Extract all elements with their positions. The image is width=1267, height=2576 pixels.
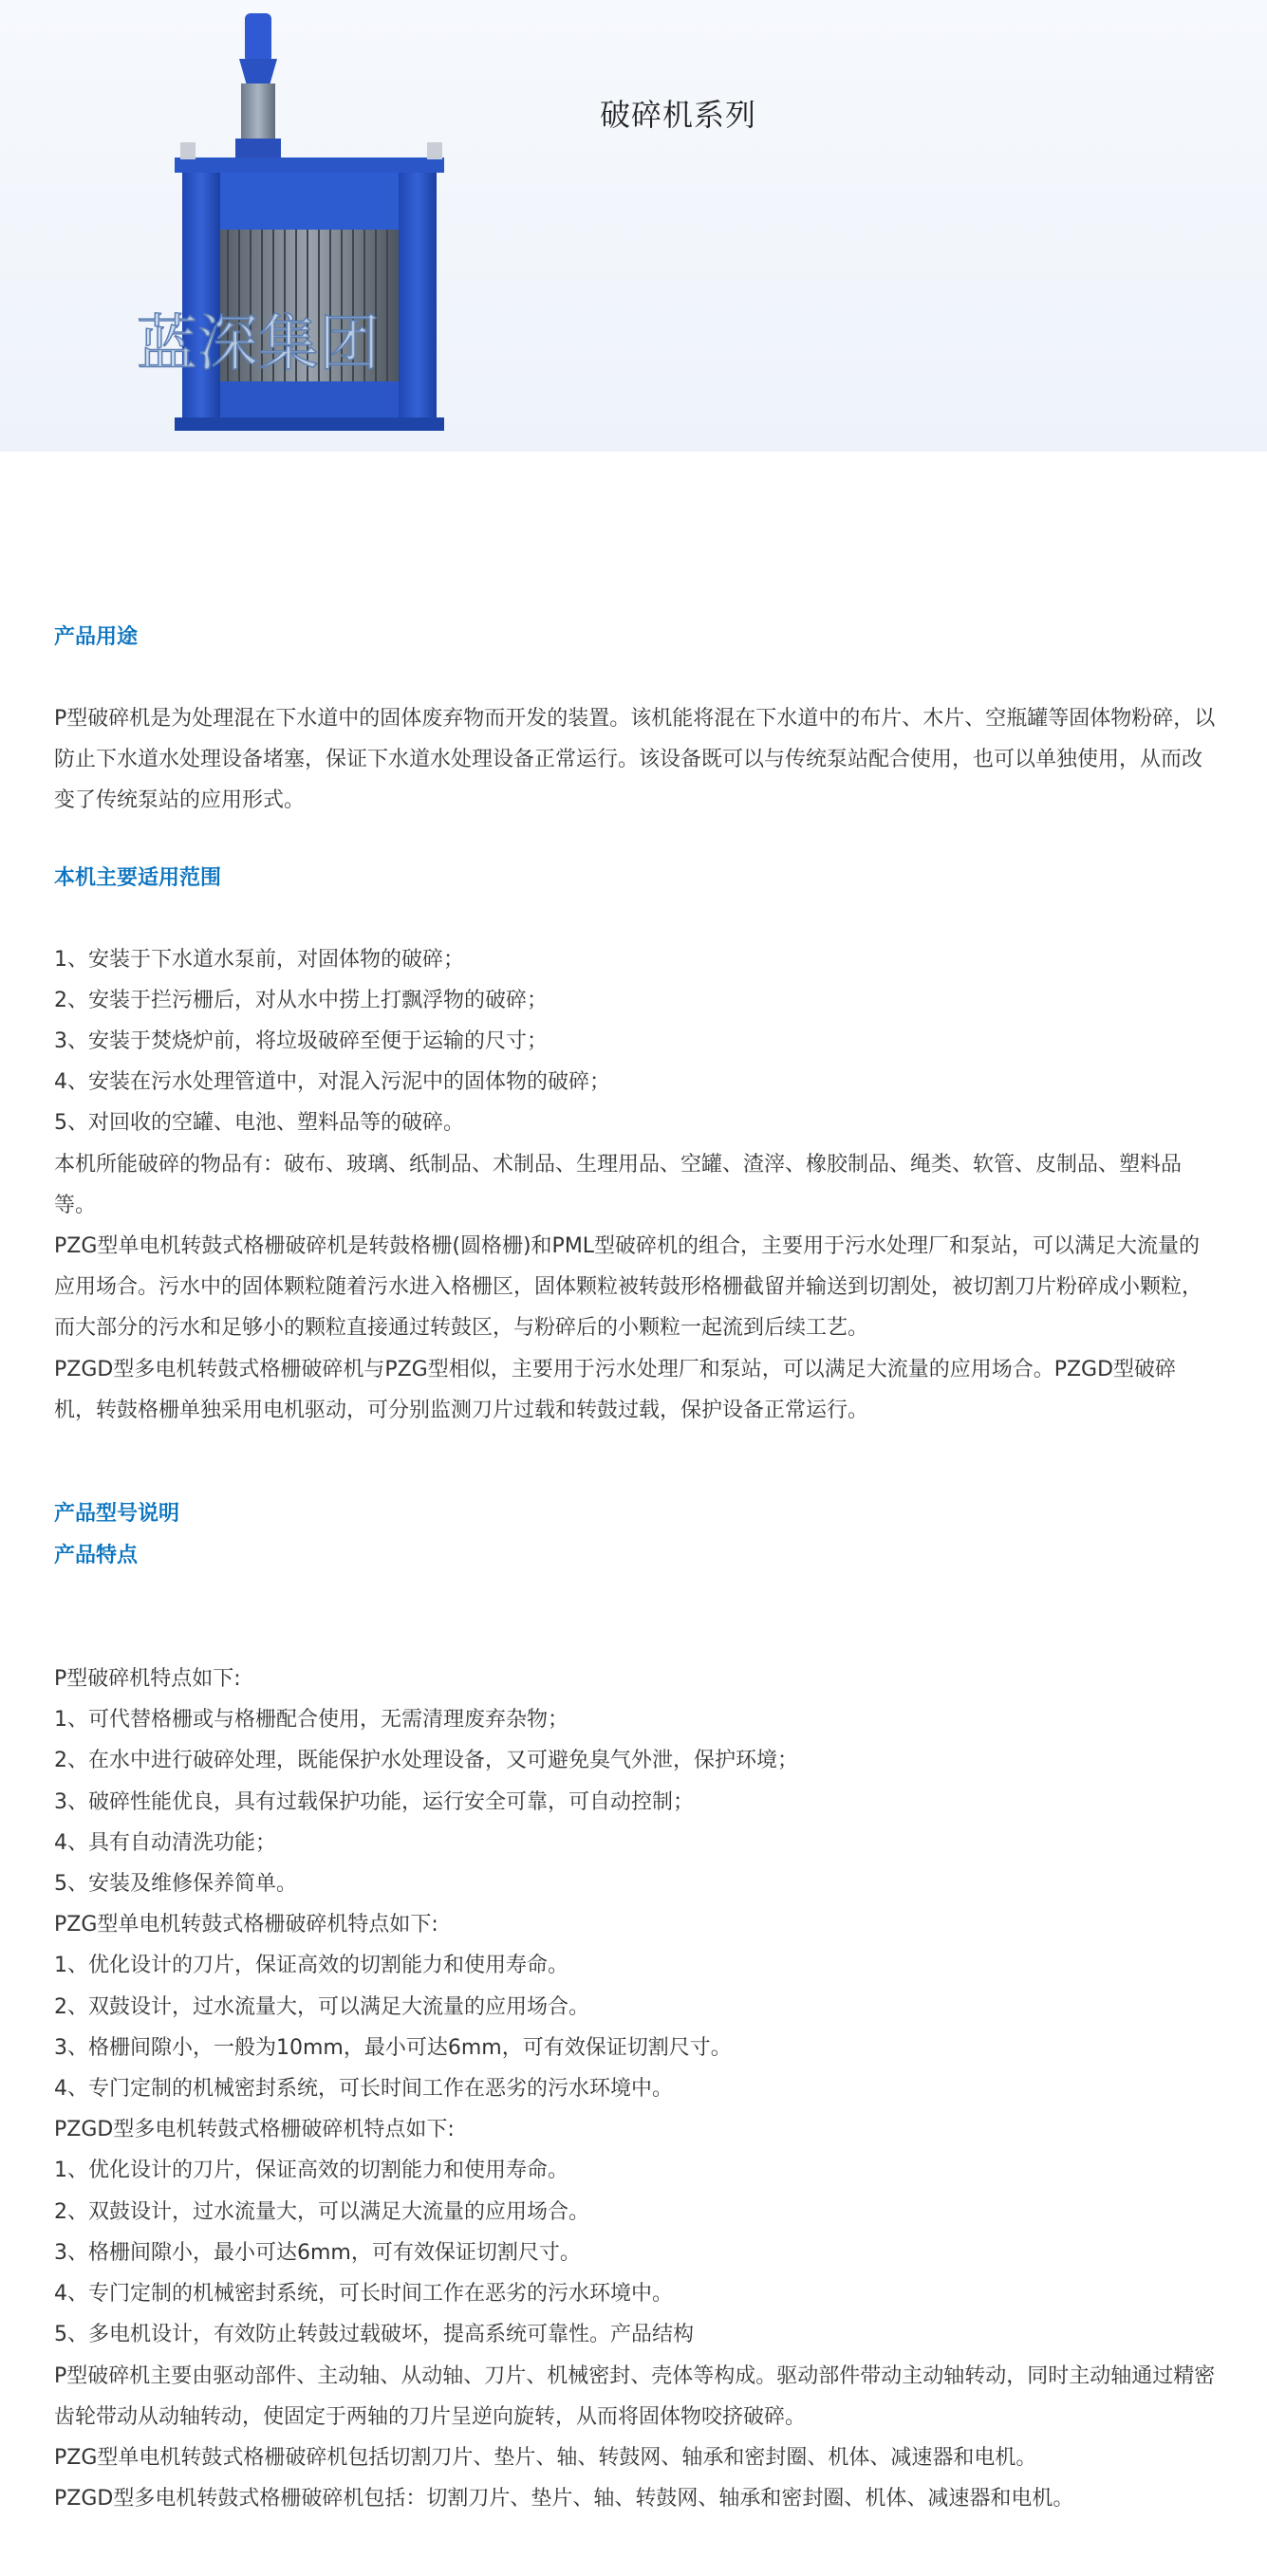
pzgd-features-intro: PZGD型多电机转鼓式格栅破碎机特点如下: [54, 2118, 455, 2142]
scope-objects-paragraph: 本机所能破碎的物品有：破布、玻璃、纸制品、术制品、生理用品、空罐、渣滓、橡胶制品、绳类、软管、皮制品、塑料品等。 [54, 1152, 1183, 1217]
list-item: 2、双鼓设计，过水流量大，可以满足大流量的应用场合。 [54, 1994, 589, 2019]
list-item: 2、在水中进行破碎处理，既能保护水处理设备，又可避免臭气外泄，保护环境； [54, 1749, 798, 1773]
usage-heading: 产品用途 [54, 625, 139, 649]
list-item: 2、双鼓设计，过水流量大，可以满足大流量的应用场合。 [54, 2199, 589, 2224]
pzg-features-intro: PZG型单电机转鼓式格栅破碎机特点如下: [54, 1913, 438, 1937]
usage-paragraph: P型破碎机是为处理混在下水道中的固体废弃物而开发的装置。该机能将混在下水道中的布片、木片、空瓶罐等固体物粉碎，以防止下水道水处理设备堵塞，保证下水道水处理设备正常运行。该设备既可以与传统泵站配合使用，也可以单独使用，从而改变了传统泵站的应用形式。 [54, 707, 1216, 813]
scope-heading: 本机主要适用范围 [54, 865, 222, 890]
list-item: 1、可代替格栅或与格栅配合使用，无需清理废弃杂物； [54, 1708, 568, 1733]
list-item: 4、专门定制的机械密封系统，可长时间工作在恶劣的污水环境中。 [54, 2282, 673, 2307]
header-banner [0, 0, 1267, 452]
list-item: 3、格栅间隙小，最小可达6mm，可有效保证切割尺寸。 [54, 2240, 581, 2265]
list-item: 5、安装及维修保养简单。 [54, 1872, 297, 1897]
model-heading: 产品型号说明 [54, 1502, 180, 1527]
list-item: 3、安装于焚烧炉前，将垃圾破碎至便于运输的尺寸； [54, 1029, 548, 1054]
list-item: 5、多电机设计，有效防止转鼓过载破坏，提高系统可靠性。产品结构 [54, 2323, 694, 2347]
list-item: 1、安装于下水道水泵前，对固体物的破碎； [54, 947, 464, 972]
list-item: 5、对回收的空罐、电池、塑料品等的破碎。 [54, 1111, 464, 1136]
list-item: 1、优化设计的刀片，保证高效的切割能力和使用寿命。 [54, 1954, 568, 1978]
grinder-machine-image [114, 0, 494, 452]
structure-pzg-paragraph: PZG型单电机转鼓式格栅破碎机包括切割刀片、垫片、轴、转鼓网、轴承和密封圈、机体、减速器和电机。 [54, 2445, 1037, 2470]
list-item: 3、格栅间隙小，一般为10mm，最小可达6mm，可有效保证切割尺寸。 [54, 2035, 732, 2060]
watermark-text: 蓝深集团 [137, 309, 380, 380]
list-item: 4、安装在污水处理管道中，对混入污泥中的固体物的破碎； [54, 1070, 610, 1095]
pzgd-description-paragraph: PZGD型多电机转鼓式格栅破碎机与PZG型相似，主要用于污水处理厂和泵站，可以满足大流量的应用场合。PZGD型破碎机，转鼓格栅单独采用电机驱动，可分别监测刀片过载和转鼓过载，保护设备正常运行。 [54, 1357, 1177, 1422]
p-features-intro: P型破碎机特点如下: [54, 1667, 241, 1692]
list-item: 2、安装于拦污栅后，对从水中捞上打飘浮物的破碎； [54, 988, 548, 1012]
features-heading: 产品特点 [54, 1544, 139, 1568]
page-title: 破碎机系列 [600, 97, 757, 133]
list-item: 1、优化设计的刀片，保证高效的切割能力和使用寿命。 [54, 2159, 568, 2183]
structure-pzgd-paragraph: PZGD型多电机转鼓式格栅破碎机包括：切割刀片、垫片、轴、转鼓网、轴承和密封圈、机体、减速器和电机。 [54, 2487, 1074, 2511]
product-description [54, 617, 1217, 2519]
list-item: 4、具有自动清洗功能； [54, 1830, 276, 1855]
list-item: 4、专门定制的机械密封系统，可长时间工作在恶劣的污水环境中。 [54, 2077, 673, 2102]
list-item: 3、破碎性能优良，具有过载保护功能，运行安全可靠，可自动控制； [54, 1789, 694, 1814]
pzg-description-paragraph: PZG型单电机转鼓式格栅破碎机是转鼓格栅(圆格栅)和PML型破碎机的组合，主要用于污水处理厂和泵站，可以满足大流量的应用场合。污水中的固体颗粒随着污水进入格栅区，固体颗粒被转鼓形格栅截留并输送到切割处，被切割刀片粉碎成小颗粒，而大部分的污水和足够小的颗粒直接通过转鼓区，与粉碎后的小颗粒一起流到后续工艺。 [54, 1234, 1203, 1341]
structure-p-paragraph: P型破碎机主要由驱动部件、主动轴、从动轴、刀片、机械密封、壳体等构成。驱动部件带动主动轴转动，同时主动轴通过精密齿轮带动从动轴转动，使固定于两轴的刀片呈逆向旋转，从而将固体物咬挤破碎。 [54, 2363, 1216, 2429]
